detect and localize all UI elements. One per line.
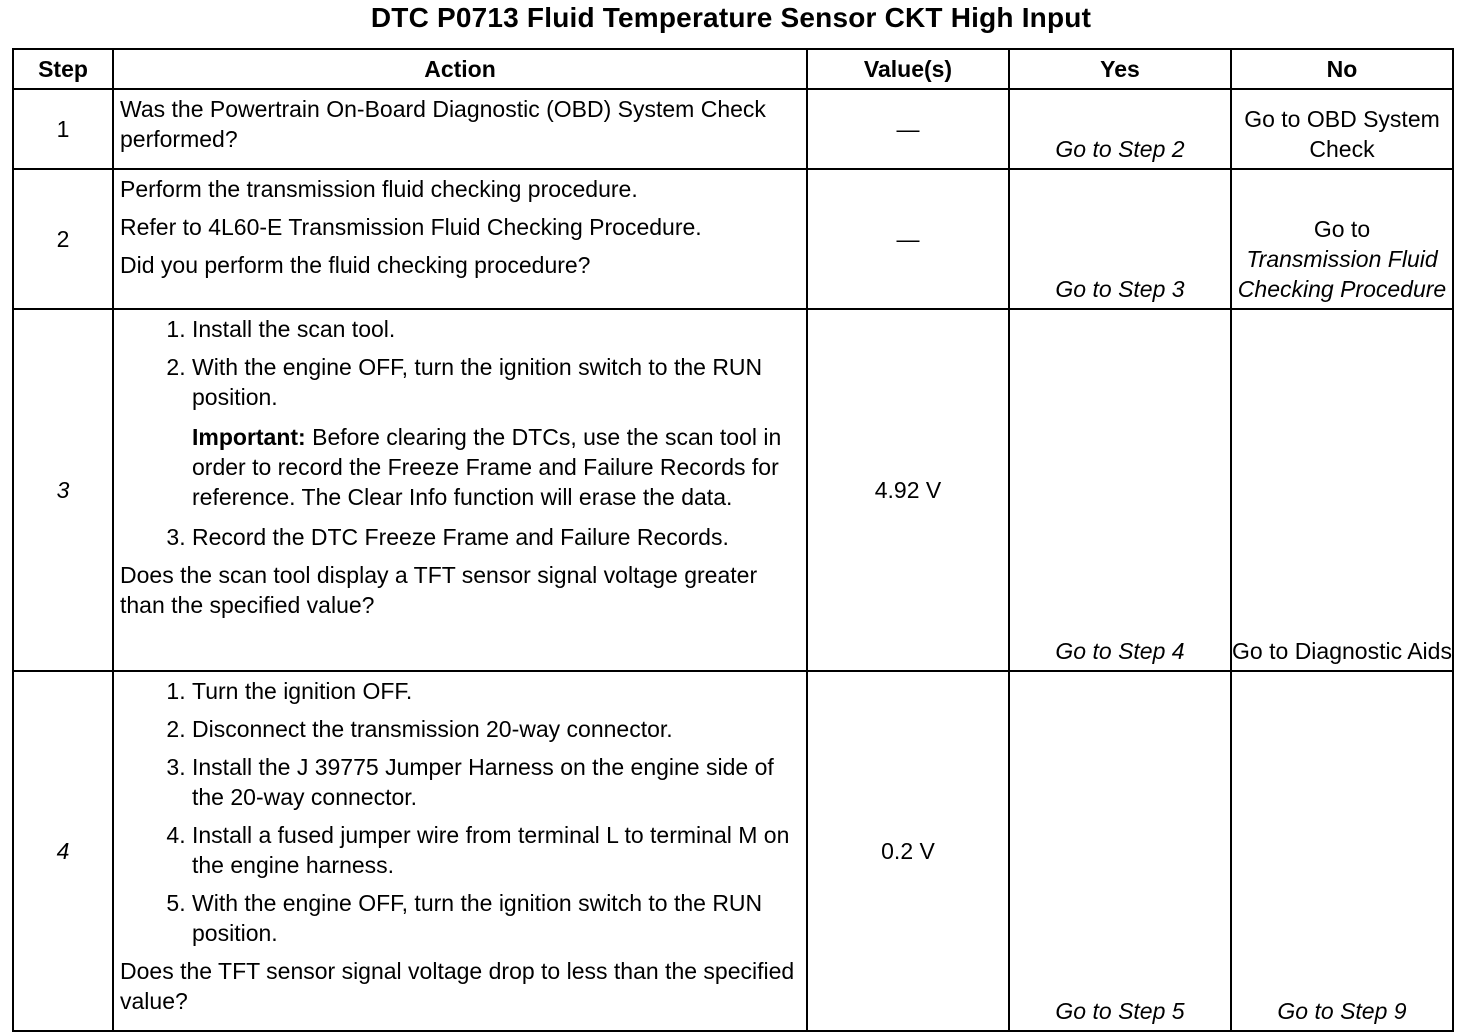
procedure-list [120, 314, 800, 552]
action-cell [113, 671, 807, 1031]
important-text: Before clearing the DTCs, use the scan tool in order to record the Freeze Frame and Failure Records for reference. The Clear Info function will erase the data. [192, 424, 782, 510]
list-item: 3. Install the J 39775 Jumper Harness on the engine side of the 20-way connector. [192, 752, 800, 812]
value-cell: 4.92 V [807, 309, 1009, 671]
action-text: Was the Powertrain On-Board Diagnostic (OBD) System Check performed? [120, 96, 766, 152]
no-cell: Go to Step 9 [1231, 671, 1453, 1031]
page-title: DTC P0713 Fluid Temperature Sensor CKT High Input [370, 2, 1092, 33]
procedure-link: Transmission Fluid Checking Procedure [1237, 246, 1447, 302]
list-item: 1. Turn the ignition OFF. [192, 676, 800, 706]
no-cell: Go to OBD System Check [1231, 89, 1453, 169]
action-cell [113, 169, 807, 309]
action-cell [113, 309, 807, 671]
header-step: Step [13, 49, 113, 89]
table-row [13, 89, 1453, 169]
header-no: No [1231, 49, 1453, 89]
list-item: 5. With the engine OFF, turn the ignition switch to the RUN position. [192, 888, 800, 948]
list-item [192, 352, 800, 512]
important-label: Important: [192, 424, 306, 450]
list-item: 2. Disconnect the transmission 20-way connector. [192, 714, 800, 744]
action-question: Does the TFT sensor signal voltage drop to less than the specified value? [120, 958, 795, 1014]
no-cell [1231, 169, 1453, 309]
value-cell: — [807, 169, 1009, 309]
list-item-text: With the engine OFF, turn the ignition switch to the RUN position. [192, 354, 763, 410]
list-item: 3. Record the DTC Freeze Frame and Failure Records. [192, 522, 800, 552]
list-item: 4. Install a fused jumper wire from terminal L to terminal M on the engine harness. [192, 820, 800, 880]
value-cell: 0.2 V [807, 671, 1009, 1031]
no-prefix: Go to [1313, 216, 1371, 242]
yes-cell: Go to Step 5 [1009, 671, 1231, 1031]
action-line: Did you perform the fluid checking procedure? [120, 252, 591, 278]
action-cell [113, 89, 807, 169]
action-line: Refer to 4L60-E Transmission Fluid Checking Procedure. [120, 214, 702, 240]
step-number: 3 [13, 309, 113, 671]
action-question: Does the scan tool display a TFT sensor signal voltage greater than the specified value? [120, 562, 758, 618]
table-row [13, 671, 1453, 1031]
action-line: Perform the transmission fluid checking procedure. [120, 176, 638, 202]
list-item: 1. Install the scan tool. [192, 314, 800, 344]
header-action: Action [113, 49, 807, 89]
important-note [192, 422, 800, 512]
header-row [13, 49, 1453, 89]
no-cell: Go to Diagnostic Aids [1231, 309, 1453, 671]
table-row [13, 309, 1453, 671]
yes-cell: Go to Step 3 [1009, 169, 1231, 309]
step-number: 1 [13, 89, 113, 169]
header-yes: Yes [1009, 49, 1231, 89]
table-row [13, 169, 1453, 309]
step-number: 2 [13, 169, 113, 309]
diagnostic-table [12, 48, 1454, 1032]
yes-cell: Go to Step 2 [1009, 89, 1231, 169]
procedure-list [120, 676, 800, 948]
header-values: Value(s) [807, 49, 1009, 89]
value-cell: — [807, 89, 1009, 169]
yes-cell: Go to Step 4 [1009, 309, 1231, 671]
step-number: 4 [13, 671, 113, 1031]
